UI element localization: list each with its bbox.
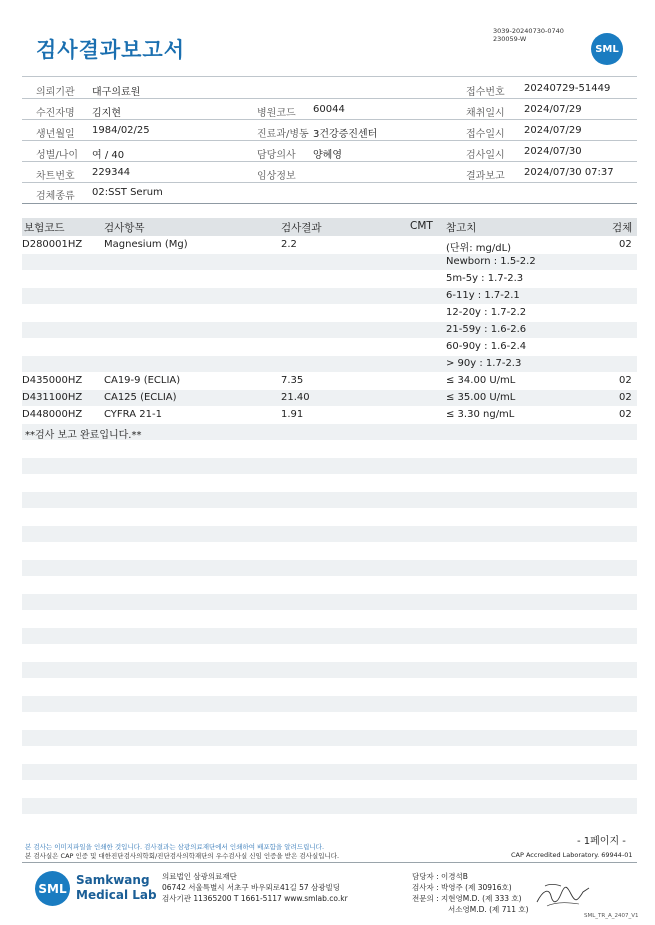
table-row — [22, 373, 637, 389]
document-id-line-2: 230059-W — [493, 35, 527, 43]
header-rule — [22, 182, 637, 183]
report-date-value: 2024/07/30 07:37 — [524, 167, 614, 178]
dept-value: 3건강증진센터 — [313, 129, 378, 140]
patient-label: 수진자명 — [36, 108, 75, 119]
row-stripe — [22, 662, 637, 678]
signature-image — [535, 880, 591, 910]
row-stripe — [22, 798, 637, 814]
cell-result: 21.40 — [281, 392, 310, 403]
table-row — [22, 237, 637, 253]
sml-logo: SML — [591, 33, 623, 65]
footer-note-1: 본 검사는 이미지파일을 인쇄한 것입니다. 검사결과는 삼광의료재단에서 인쇄하여 배포함을 알려드립니다. — [25, 843, 325, 851]
cell-result: 7.35 — [281, 375, 304, 386]
table-row — [22, 339, 637, 355]
cap-accreditation: CAP Accredited Laboratory. 69944-01 — [511, 851, 633, 859]
cell-code: D431100HZ — [22, 392, 83, 403]
test-date-label: 검사일시 — [466, 150, 505, 161]
report-date-label: 결과보고 — [466, 171, 505, 182]
cell-code: D280001HZ — [22, 239, 83, 250]
header-top-rule — [22, 76, 637, 77]
header-rule — [22, 98, 637, 99]
sex-age-label: 성별/나이 — [36, 150, 79, 161]
header-bottom-rule — [22, 203, 637, 204]
collect-date-value: 2024/07/29 — [524, 104, 582, 115]
client-value: 대구의료원 — [92, 87, 141, 98]
specimen-value: 02:SST Serum — [92, 187, 163, 198]
staff-specialist-2: 서소영M.D. (제 711 호) — [448, 905, 529, 914]
table-row — [22, 390, 637, 406]
col-item-header: 검사항목 — [104, 222, 145, 234]
header-rule — [22, 140, 637, 141]
receipt-no-label: 접수번호 — [466, 87, 505, 98]
table-row — [22, 322, 637, 338]
brand-line-2: Medical Lab — [76, 888, 157, 902]
cell-code: D448000HZ — [22, 409, 83, 420]
cell-ref: > 90y : 1.7-2.3 — [446, 358, 522, 369]
cell-ref: 60-90y : 1.6-2.4 — [446, 341, 527, 352]
chart-no-value: 229344 — [92, 167, 131, 178]
cell-ref: 5m-5y : 1.7-2.3 — [446, 273, 524, 284]
chart-no-label: 차트번호 — [36, 171, 75, 182]
staff-specialist-1: 전문의 : 지현영M.D. (제 333 호) — [412, 894, 522, 903]
hospital-code-value: 60044 — [313, 104, 345, 115]
table-row — [22, 254, 637, 270]
table-row — [22, 407, 637, 423]
results-table-header — [22, 218, 637, 236]
cell-item: Magnesium (Mg) — [104, 239, 188, 250]
row-stripe — [22, 526, 637, 542]
row-stripe — [22, 764, 637, 780]
dob-value: 1984/02/25 — [92, 125, 150, 136]
col-specimen-header: 검체 — [612, 222, 633, 234]
col-cmt-header: CMT — [410, 220, 433, 232]
table-row — [22, 356, 637, 372]
header-rule — [22, 119, 637, 120]
brand-line-1: Samkwang — [76, 873, 150, 887]
row-stripe — [22, 492, 637, 508]
org-address: 06742 서울특별시 서초구 바우뫼로41길 57 삼광빌딩 — [162, 883, 341, 892]
cell-ref: ≤ 3.30 ng/mL — [446, 409, 515, 420]
cell-ref: 21-59y : 1.6-2.6 — [446, 324, 527, 335]
form-id: SML_TR_A_2407_V1 — [584, 913, 639, 919]
org-info — [162, 871, 348, 904]
report-title: 검사결과보고서 — [36, 38, 186, 62]
row-stripe — [22, 560, 637, 576]
footer-rule — [22, 862, 637, 863]
receipt-no-value: 20240729-51449 — [524, 83, 611, 94]
staff-tester: 검사자 : 박영주 (제 30916호) — [412, 883, 512, 892]
dept-label: 진료과/병동 — [257, 129, 309, 140]
staff-info — [412, 871, 529, 915]
org-name: 의료법인 삼광의료재단 — [162, 872, 237, 881]
clinical-label: 임상정보 — [257, 171, 296, 182]
cell-item: CA125 (ECLIA) — [104, 392, 177, 403]
sex-age-value: 여 / 40 — [92, 150, 125, 161]
header-rule — [22, 161, 637, 162]
col-code-header: 보험코드 — [24, 222, 65, 234]
org-contact: 검사기관 11365200 T 1661-5117 www.smlab.co.kr — [162, 894, 348, 903]
cell-ref: ≤ 34.00 U/mL — [446, 375, 516, 386]
row-stripe — [22, 458, 637, 474]
doctor-label: 담당의사 — [257, 150, 296, 161]
cell-ref: Newborn : 1.5-2.2 — [446, 256, 536, 267]
completion-note: **검사 보고 완료입니다.** — [25, 430, 142, 441]
table-row — [22, 271, 637, 287]
cell-ref: ≤ 35.00 U/mL — [446, 392, 516, 403]
brand-name — [76, 873, 157, 903]
table-row — [22, 305, 637, 321]
cell-specimen: 02 — [619, 392, 632, 403]
cell-specimen: 02 — [619, 409, 632, 420]
cell-ref: 6-11y : 1.7-2.1 — [446, 290, 520, 301]
specimen-label: 검체종류 — [36, 191, 75, 202]
page-number: - 1페이지 - — [577, 836, 626, 847]
receipt-date-label: 접수일시 — [466, 129, 505, 140]
cell-result: 1.91 — [281, 409, 304, 420]
doctor-value: 양혜영 — [313, 150, 342, 161]
footer-note-2: 본 검사실은 CAP 인증 및 대한진단검사의학회/진단검사의학재단의 우수검사실 신임 인증을 받은 검사실입니다. — [25, 852, 340, 860]
col-ref-header: 참고치 — [446, 222, 477, 234]
document-id-line-1: 3039-20240730-0740 — [493, 27, 564, 35]
cell-item: CA19-9 (ECLIA) — [104, 375, 181, 386]
cell-specimen: 02 — [619, 239, 632, 250]
staff-manager: 담당자 : 이경석B — [412, 872, 468, 881]
cell-result: 2.2 — [281, 239, 297, 250]
test-date-value: 2024/07/30 — [524, 146, 582, 157]
row-stripe — [22, 594, 637, 610]
receipt-date-value: 2024/07/29 — [524, 125, 582, 136]
cell-ref: 12-20y : 1.7-2.2 — [446, 307, 527, 318]
row-stripe — [22, 628, 637, 644]
client-label: 의뢰기관 — [36, 87, 75, 98]
cell-specimen: 02 — [619, 375, 632, 386]
row-stripe — [22, 696, 637, 712]
col-result-header: 검사결과 — [281, 222, 322, 234]
collect-date-label: 채취일시 — [466, 108, 505, 119]
table-row — [22, 288, 637, 304]
row-stripe — [22, 730, 637, 746]
document-id — [493, 27, 564, 43]
hospital-code-label: 병원코드 — [257, 108, 296, 119]
cell-code: D435000HZ — [22, 375, 83, 386]
sml-footer-logo: SML — [35, 871, 70, 906]
patient-value: 김지현 — [92, 108, 121, 119]
cell-ref: (단위: mg/dL) — [446, 243, 512, 254]
dob-label: 생년월일 — [36, 129, 75, 140]
cell-item: CYFRA 21-1 — [104, 409, 162, 420]
